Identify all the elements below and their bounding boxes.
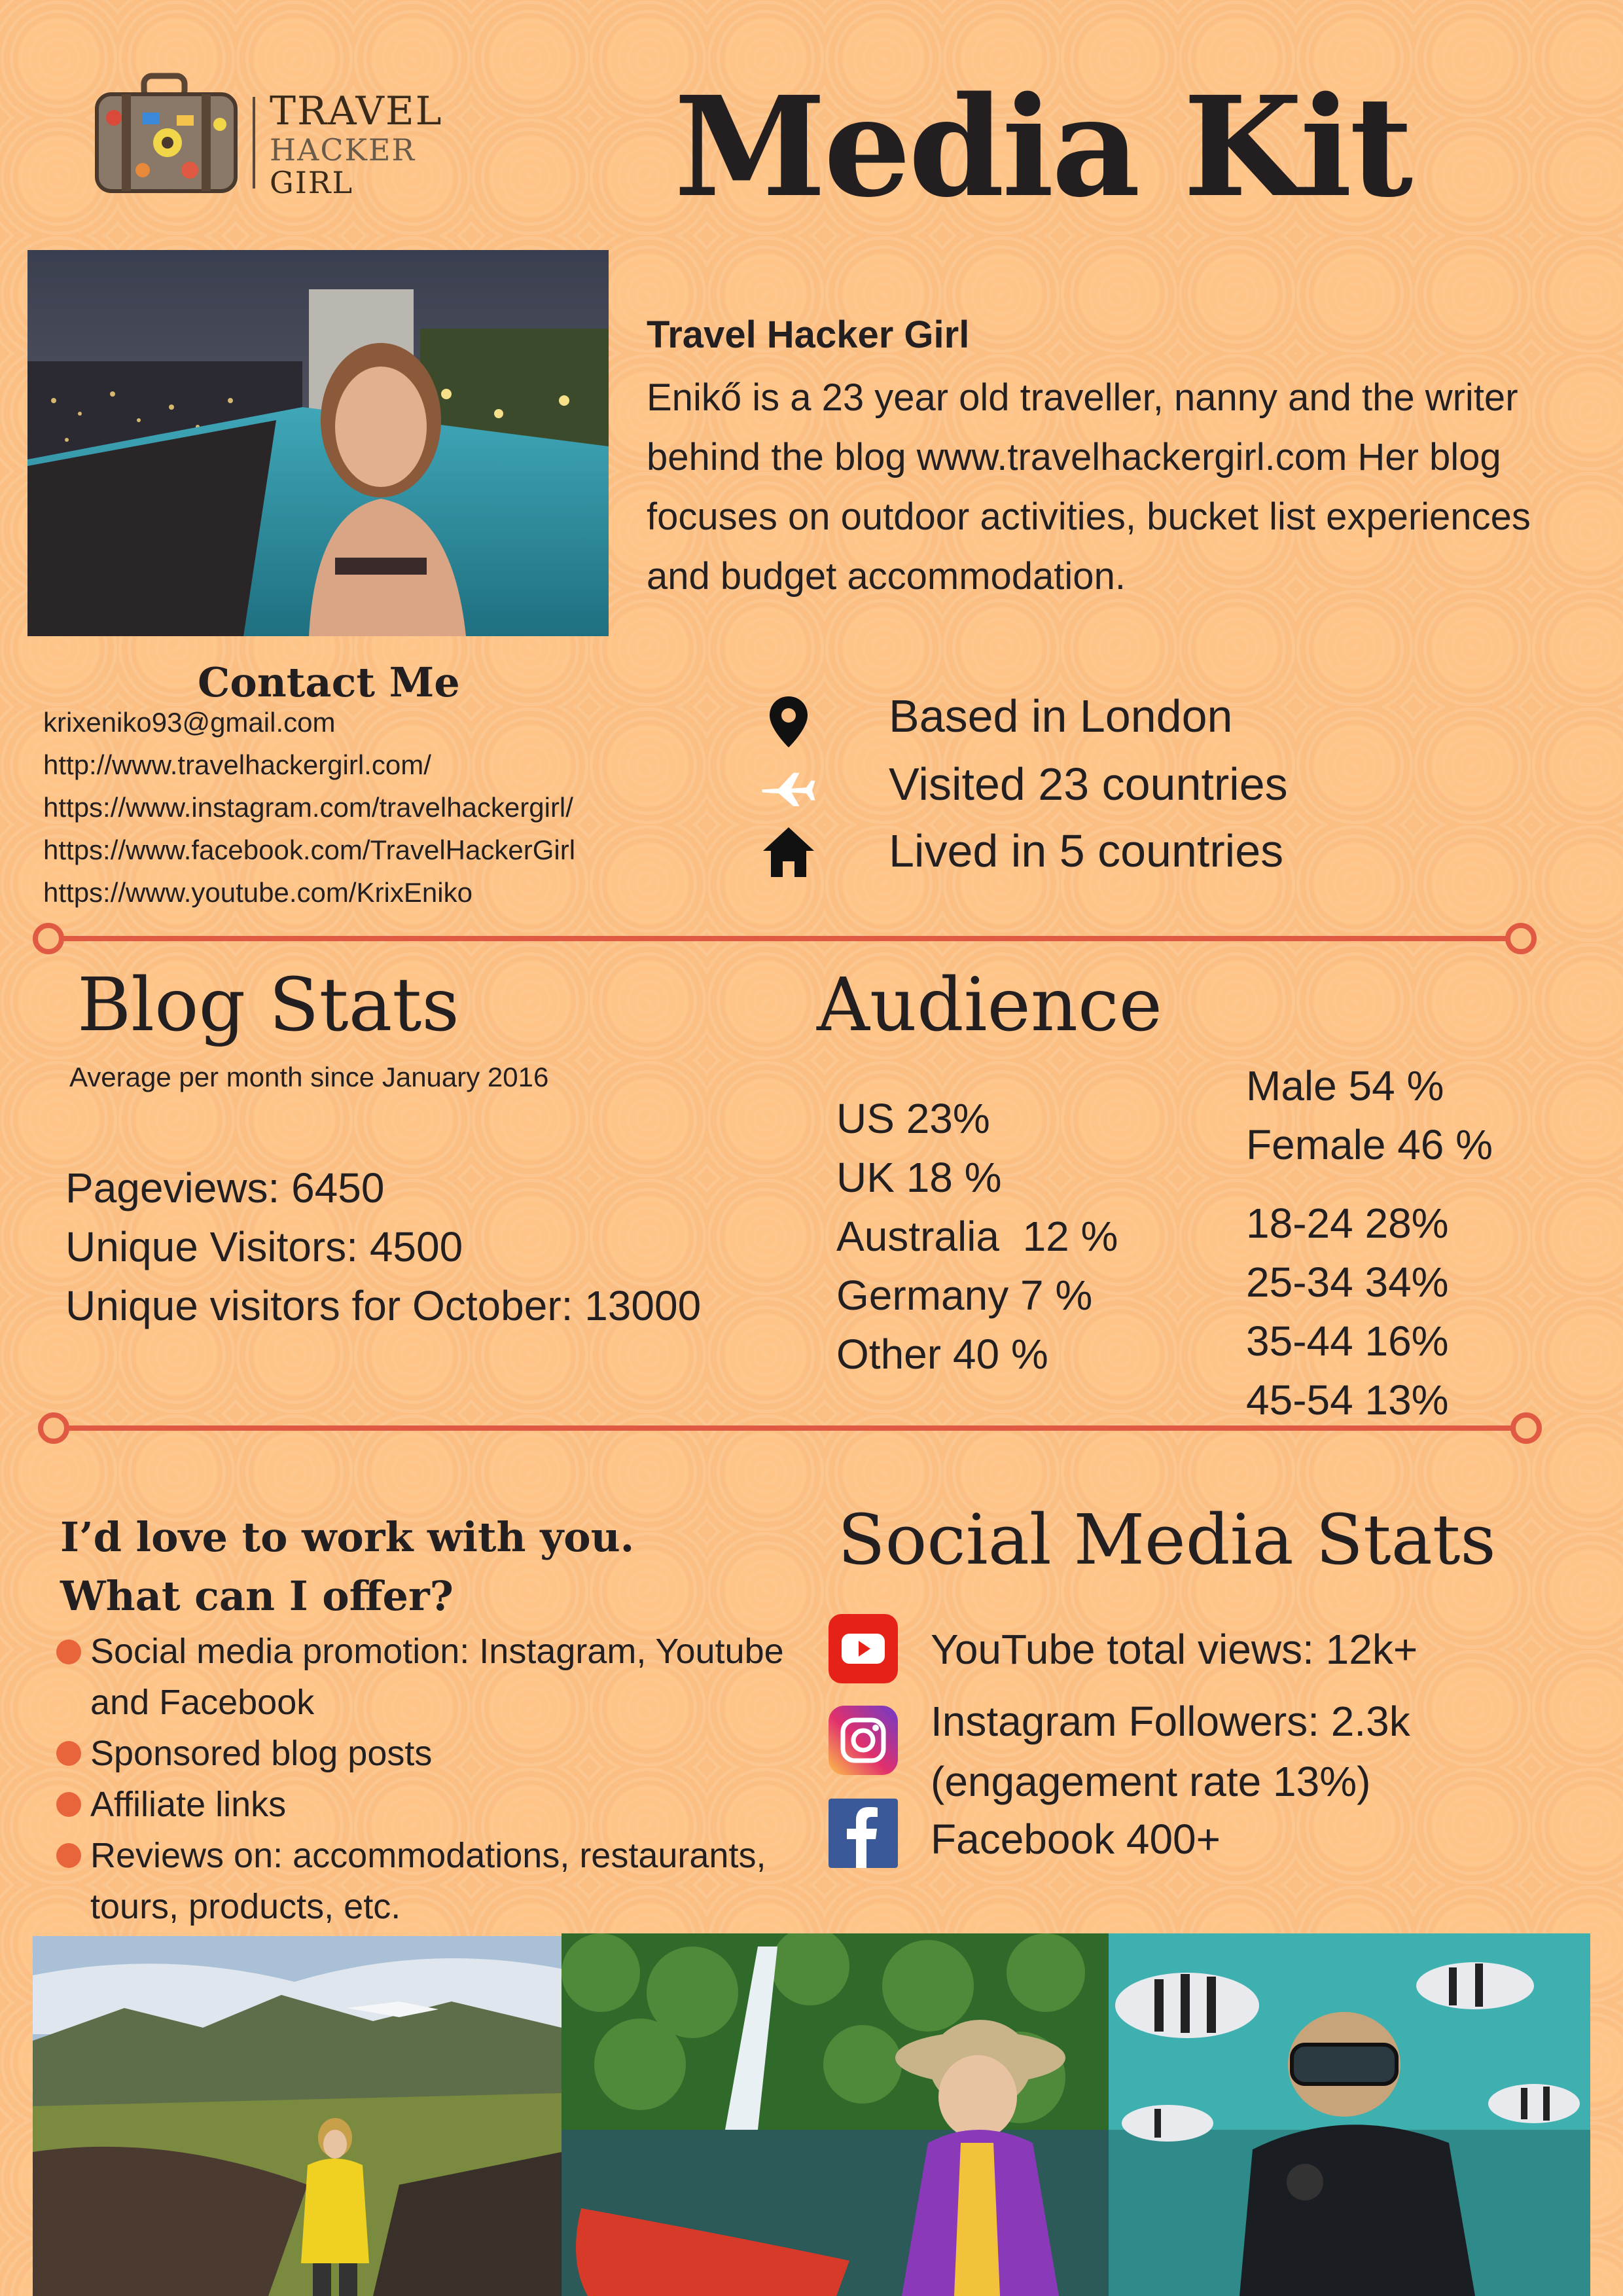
audience-heading: Audience (817, 963, 1162, 1048)
social-stats-heading: Social Media Stats (838, 1499, 1496, 1580)
fact-based-in: Based in London (889, 691, 1233, 742)
logo-divider (253, 97, 255, 188)
audience-gender: Male 54 % (1246, 1062, 1444, 1109)
bullet-dot (56, 1792, 81, 1817)
contact-heading: Contact Me (198, 658, 460, 706)
audience-country: Germany 7 % (836, 1272, 1093, 1319)
offer-item: Sponsored blog posts (90, 1734, 433, 1773)
page-title: Media Kit (674, 66, 1411, 228)
fact-visited: Visited 23 countries (889, 759, 1288, 810)
facebook-icon[interactable] (829, 1799, 898, 1868)
bullet-dot (56, 1741, 81, 1766)
blog-stats-subheading: Average per month since January 2016 (69, 1062, 549, 1092)
suitcase-icon (92, 72, 242, 196)
offer-heading-line-1: I’d love to work with you. (60, 1513, 635, 1561)
logo-line-3: GIRL (270, 165, 354, 200)
youtube-icon[interactable] (829, 1614, 898, 1683)
divider-dot (1510, 1412, 1542, 1444)
audience-country: Australia 12 % (836, 1213, 1118, 1260)
offer-heading-line-2: What can I offer? (60, 1572, 454, 1620)
audience-gender: Female 46 % (1246, 1121, 1493, 1168)
divider-dot (38, 1412, 69, 1444)
divider-line (67, 1426, 1526, 1431)
instagram-icon[interactable] (829, 1706, 898, 1775)
about-heading: Travel Hacker Girl (647, 314, 970, 356)
airplane-icon (759, 757, 818, 816)
contact-youtube-link[interactable]: https://www.youtube.com/KrixEniko (43, 877, 473, 908)
contact-email[interactable]: krixeniko93@gmail.com (43, 707, 336, 738)
bullet-dot (56, 1640, 81, 1664)
blog-stats-heading: Blog Stats (77, 963, 459, 1048)
audience-country: US 23% (836, 1095, 990, 1142)
audience-country: Other 40 % (836, 1331, 1048, 1378)
contact-facebook-link[interactable]: https://www.facebook.com/TravelHackerGirl (43, 834, 576, 865)
bullet-dot (56, 1843, 81, 1868)
contact-website-link[interactable]: http://www.travelhackergirl.com/ (43, 749, 431, 780)
divider-line (62, 936, 1522, 941)
audience-country: UK 18 % (836, 1154, 1002, 1201)
house-icon (759, 822, 818, 881)
audience-age: 45-54 13% (1246, 1376, 1449, 1424)
profile-photo (27, 250, 609, 636)
divider-dot (1505, 923, 1537, 954)
blog-stat-october-visitors: Unique visitors for October: 13000 (65, 1282, 702, 1329)
audience-age: 18-24 28% (1246, 1200, 1449, 1247)
audience-age: 35-44 16% (1246, 1318, 1449, 1365)
photo-mountains (33, 1936, 562, 2296)
offer-item: Reviews on: accommodations, restaurants, tours, products, etc. (90, 1836, 766, 1926)
logo-line-2: HACKER (270, 132, 416, 168)
fact-lived-in: Lived in 5 countries (889, 825, 1284, 876)
youtube-stat: YouTube total views: 12k+ (931, 1626, 1418, 1673)
blog-stat-unique-visitors: Unique Visitors: 4500 (65, 1223, 463, 1270)
logo-line-1: TRAVEL (270, 88, 443, 134)
location-pin-icon (759, 692, 818, 751)
contact-instagram-link[interactable]: https://www.instagram.com/travelhackergirl/ (43, 792, 573, 823)
divider-dot (33, 923, 64, 954)
photo-kayak (562, 1933, 1109, 2296)
offer-item: Affiliate links (90, 1785, 287, 1824)
logo-wordmark (270, 88, 443, 200)
photo-diving (1109, 1933, 1590, 2296)
instagram-stat: Instagram Followers: 2.3k (engagement rate 13%) (931, 1698, 1410, 1805)
facebook-stat: Facebook 400+ (931, 1816, 1221, 1863)
about-body: Enikő is a 23 year old traveller, nanny and the writer behind the blog www.travelhackergirl.com Her blog focuses on outdoor activities, bucket list experiences and budget accommodation. (647, 376, 1531, 598)
audience-age: 25-34 34% (1246, 1259, 1449, 1306)
offer-item: Social media promotion: Instagram, Youtube and Facebook (90, 1632, 784, 1722)
blog-stat-pageviews: Pageviews: 6450 (65, 1164, 385, 1211)
